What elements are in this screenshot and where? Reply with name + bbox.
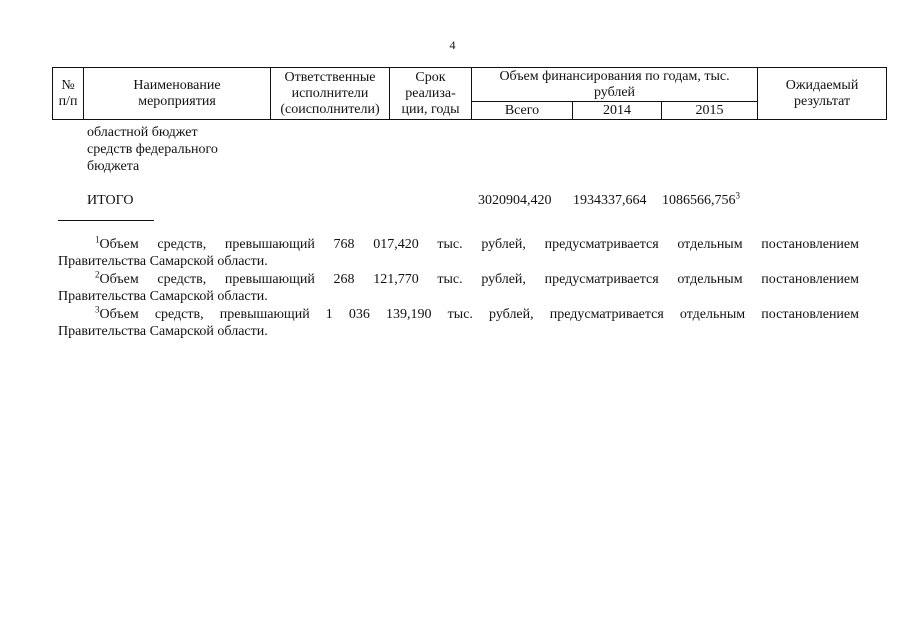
- footnote-mark: 2: [95, 269, 100, 280]
- header-col-number: № п/п: [53, 68, 84, 120]
- header-col-term: Срок реализа- ции, годы: [390, 68, 472, 120]
- footnote-mark: 3: [95, 304, 100, 315]
- footnote-3: $^3$Объем средств, превышающий 1 036 139,190 тыс. рублей, предусматривается отдельным постановлением Правительства Самарской области.: [58, 304, 859, 339]
- header-col-2015: 2015: [662, 102, 758, 120]
- header-col-funding: Объем финансирования по годам, тыс. рублей: [472, 68, 758, 102]
- body-line-federal-funds: средств федерального: [87, 142, 218, 157]
- header-col-result: Ожидаемый результат: [758, 68, 887, 120]
- header-col-name: Наименование мероприятия: [84, 68, 271, 120]
- header-col-total: Всего: [472, 102, 573, 120]
- table-header: [52, 67, 887, 120]
- footnote-mark: 1: [95, 234, 100, 245]
- footnote-separator: [58, 220, 154, 221]
- total-all: 3020904,420: [478, 193, 552, 208]
- footnote-1: $^1$Объем средств, превышающий 768 017,420 тыс. рублей, предусматривается отдельным постановлением Правительства Самарской области.: [58, 234, 859, 269]
- total-2015: 1086566,756$^3$: [662, 190, 740, 208]
- header-col-executors: Ответственные исполнители (соисполнители): [271, 68, 390, 120]
- footnote-2: $^2$Объем средств, превышающий 268 121,770 тыс. рублей, предусматривается отдельным постановлением Правительства Самарской области.: [58, 269, 859, 304]
- body-line-regional-budget: областной бюджет: [87, 125, 198, 140]
- total-label: ИТОГО: [87, 193, 134, 208]
- total-2014: 1934337,664: [573, 193, 647, 208]
- body-line-budget: бюджета: [87, 159, 140, 174]
- header-col-2014: 2014: [573, 102, 662, 120]
- page-number: 4: [449, 38, 456, 52]
- footnote-ref-3: 3: [735, 190, 740, 201]
